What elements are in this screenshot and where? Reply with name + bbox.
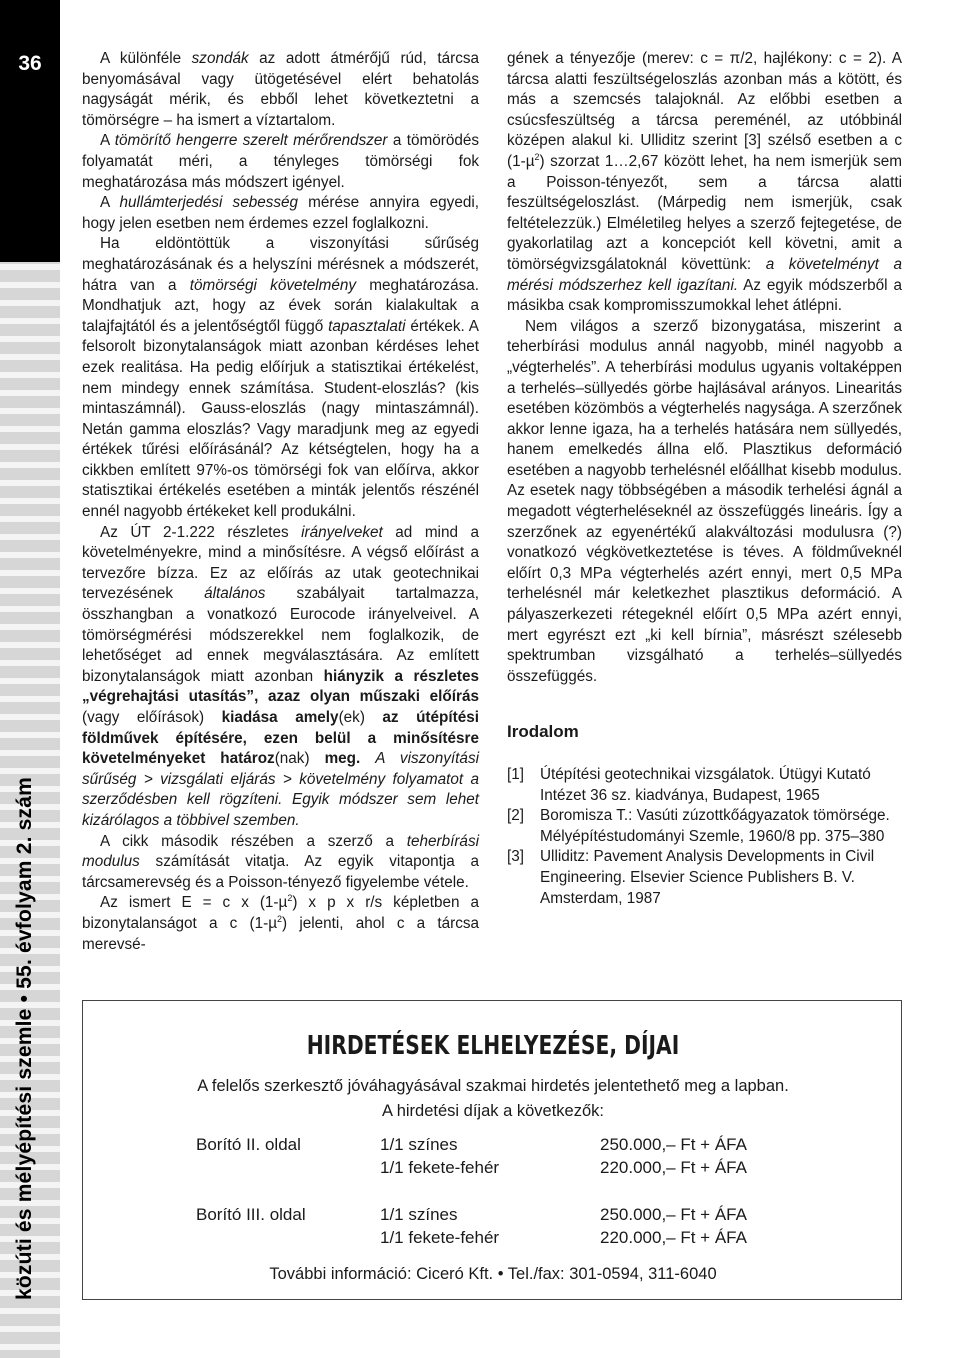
- ad-title: HIRDETÉSEK ELHELYEZÉSE, DÍJAI: [306, 1031, 680, 1061]
- journal-side-title: közúti és mélyépítési szemle • 55. évfolyam 2. szám: [13, 777, 36, 1300]
- price-value: 250.000,– Ft + ÁFA: [600, 1205, 747, 1224]
- price-kind: 1/1 fekete-fehér: [380, 1228, 500, 1247]
- paragraph: A cikk második részében a szerző a teherbírási modulus számítását vitatja. Az egyik vitapontja a tárcsamerevség és a Poisson-tényező figyelembe vétele.: [82, 832, 479, 891]
- price-value: 220.000,– Ft + ÁFA: [600, 1158, 747, 1177]
- paragraph: Az ÚT 2-1.222 részletes irányelveket ad mind a követelményekre, mind a minősítésre. A végső előírást a tervezőre bízza. Ez az előírás az utak geotechnikai tervezésének általános szabályait tartalmazza, összhangban a vonatkozó Eurocode irányelveivel. A tömörségmérési módszerekkel nem foglalkozik, de lehetőséget ad ennek megválasztására. Az említett bizonytalanságok miatt azonban hiányzik a részletes „végrehajtási utasítás”, azaz olyan műszaki előírás (vagy előírások) kiadása amely(ek) az útépítési földművek építésére, ezen belül a minősítésre követelményeket határoz(nak) meg. A viszonyítási sűrűség > vizsgálati eljárás > követelmény folyamatot a szerződésben kell rögzíteni. Egyik módszer sem lehet kizárólagos a többivel szemben.: [82, 523, 479, 829]
- price-value: 220.000,– Ft + ÁFA: [600, 1228, 747, 1247]
- price-kind: 1/1 színes: [380, 1205, 458, 1224]
- paragraph: gének a tényezője (merev: c = π/2, hajlékony: c = 2). A tárcsa alatti feszültségeloszlás azonban más a kötött, és más a szemcsés talajoknál. Az előbbi esetben a csúcsfeszültség a tárcsa pereménél, az utóbbinál középen alakul ki. Ulliditz szerint [3] szélső esetben a c (1-µ$^2$) szorzat 1…2,67 között lehet, ha nem ismerjük sem a Poisson-tényezőt, sem a tárcsa alatti feszültségeloszlást. (Márpedig nem ismerjük, csak feltételezzük.) Elméletileg helyes a szerző fejtegetése, de gyakorlatilag azt a koncepciót kell követni, amit a tömörségvizsgálatoknál követtünk: a követelményt a mérési módszerhez kell igazítani. Az egyik módszerből a másikba csak kompromisszumokkal lehet átlépni.: [507, 50, 902, 315]
- ad-contact-info: További információ: Ciceró Kft. • Tel./fax: 301-0594, 311-6040: [269, 1265, 717, 1283]
- ad-intro-line: A felelős szerkesztő jóváhagyásával szakmai hirdetés jelentethető meg a lapban.: [197, 1077, 789, 1095]
- reference-item: [1] Útépítési geotechnikai vizsgálatok. Útügyi Kutató Intézet 36 sz. kiadványa, Budapest, 1965: [507, 766, 871, 804]
- price-label: Borító II. oldal: [196, 1135, 301, 1154]
- reference-item: [2] Boromisza T.: Vasúti zúzottkőágyazatok tömörsége. Mélyépítéstudományi Szemle, 1960/8 pp. 375–380: [507, 807, 890, 845]
- ad-intro-line: A hirdetési díjak a következők:: [382, 1102, 604, 1120]
- price-label: Borító III. oldal: [196, 1205, 306, 1224]
- paragraph: Nem világos a szerző bizonygatása, miszerint a teherbírási modulus annál nagyobb, minél nagyobb a „végterhelés”. A teherbírási modulus ugyanis voltaképpen a terhelés–süllyedés görbe hajlásával arányos. Linearitás esetében közömbös a végterhelés nagysága. A szerzőnek akkor lenne igaza, ha a terhelés hatására nem süllyedés, hanem emelkedés állna elő. Plasztikus deformáció esetében a nagyobb terhelésnél előállhat kisebb modulus. Az esetek nagy többségében a második terhelési ágnál a megadott végterheléseknél az összefüggés lineáris. Így a szerzőnek az egyenértékű alakváltozási modulusra (?) vonatkozó végkövetkeztetése is téves. A földműveknél előírt 0,3 MPa végterhelés azért ennyi, mert 0,5 MPa terhelésnél már keletkezhet plasztikus deformáció. A pályaszerkezeti rétegeknél előírt 0,5 MPa azért ennyi, mert egyrészt ezt „ki kell bírnia”, másrészt szélesebb spektrumban vizsgálható a terhelés–süllyedés összefüggés.: [507, 317, 902, 685]
- page-number: 36: [18, 52, 42, 75]
- right-column: [507, 49, 902, 687]
- references-heading: Irodalom: [507, 722, 579, 741]
- page-number-box: [0, 0, 60, 262]
- paragraph: A hullámterjedési sebesség mérése annyira egyedi, hogy jelen esetben nem érdemes ezzel foglalkozni.: [82, 194, 479, 232]
- paragraph: A különféle szondák az adott átmérőjű rúd, tárcsa benyomásával vagy ütögetésével elért behatolás nagyságát mérik, és ebből lehet következtetni a tömörségre – ha ismert a víztartalom.: [82, 50, 479, 129]
- paragraph: Ha eldöntöttük a viszonyítási sűrűség meghatározásának és a helyszíni mérésnek a módszerét, hátra van a tömörségi követelmény meghatározása. Mondhatjuk azt, hogy az évek során kialakultak a talajfajtától és a jelentőségtől függő tapasztalati értékek. A felsorolt bizonytalanságok miatt azonban kérdéses lehet ezek realitása. Ha pedig előírjuk a statisztikai értékelést, nem mindegy ennek számítása. Student-eloszlás? (kis mintaszámnál). Gauss-eloszlás (nagy mintaszámnál). Netán gamma eloszlás? Vagy maradjunk meg az egyedi értékek tűrési előírásánál? Az kétségtelen, hogy ha a cikkben említett 97%-os tömörségi fok van előírva, akkor statisztikai értékelés esetében a minták jelentős részénél ennél nagyobb értékeket kell produkálni.: [82, 235, 479, 521]
- advertising-rates-box: [82, 1000, 902, 1300]
- reference-item: [3] Ulliditz: Pavement Analysis Developments in Civil Engineering. Elsevier Science Publishers B. V. Amsterdam, 1987: [507, 848, 875, 907]
- price-kind: 1/1 fekete-fehér: [380, 1158, 500, 1177]
- paragraph: A tömörítő hengerre szerelt mérőrendszer a tömörödés folyamatát méri, a tényleges tömörségi fok meghatározása más módszert igényel.: [82, 132, 480, 191]
- left-column: [82, 49, 479, 955]
- price-kind: 1/1 színes: [380, 1135, 458, 1154]
- paragraph: Az ismert E = c x (1-µ$^2$) x p x r/s képletben a bizonytalanságot a c (1-µ$^2$) jelenti, ahol c a tárcsa merevsé-: [82, 893, 479, 953]
- references-list: [507, 765, 902, 909]
- price-value: 250.000,– Ft + ÁFA: [600, 1135, 747, 1154]
